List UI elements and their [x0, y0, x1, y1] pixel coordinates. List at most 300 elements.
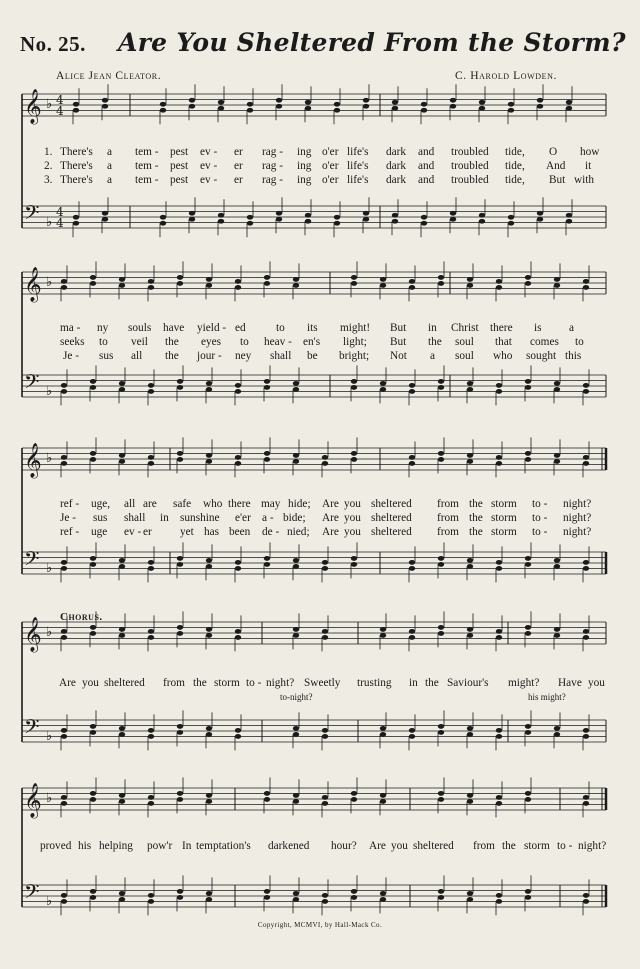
note-head — [206, 799, 212, 804]
note-head — [421, 221, 427, 226]
note-head — [380, 381, 386, 386]
note-head — [264, 379, 270, 384]
chorus-line-2 — [0, 840, 640, 854]
lyric-word: the — [165, 350, 179, 362]
lyric-word: you — [344, 526, 361, 538]
note-head — [496, 801, 502, 806]
note-head — [177, 625, 183, 630]
note-head — [293, 726, 299, 731]
note-head — [177, 889, 183, 894]
note-head — [438, 379, 444, 384]
note-head — [409, 383, 415, 388]
lyric-word: tide, — [505, 160, 525, 172]
note-head — [61, 728, 67, 733]
note-head — [293, 897, 299, 902]
note-head — [438, 562, 444, 567]
note-head — [235, 455, 241, 460]
lyric-word: from — [163, 677, 185, 689]
note-head — [90, 562, 96, 567]
lyric-word: heav - — [264, 336, 292, 348]
note-head — [496, 899, 502, 904]
lyric-word: hour? — [331, 840, 357, 852]
lyric-word: has — [204, 526, 220, 538]
lyric-word: Have — [558, 677, 582, 689]
note-head — [467, 558, 473, 563]
lyric-word: may — [261, 498, 281, 510]
lyric-word: In — [182, 840, 192, 852]
note-head — [467, 891, 473, 896]
note-head — [206, 459, 212, 464]
lyric-word: trusting — [357, 677, 392, 689]
lyric-word: there — [490, 322, 513, 334]
time-signature: 4 — [56, 93, 64, 107]
lyric-word: life's — [347, 146, 369, 158]
note-head — [583, 560, 589, 565]
chorus-line-1 — [0, 677, 640, 691]
echo-lyric: to-night? — [280, 692, 313, 702]
note-head — [73, 221, 79, 226]
lyric-word: life's — [347, 160, 369, 172]
note-head — [73, 108, 79, 113]
lyric-word: with — [574, 174, 595, 186]
lyric-word: the — [425, 677, 439, 689]
note-head — [450, 104, 456, 109]
lyric-word: shall — [270, 350, 292, 362]
note-head — [496, 455, 502, 460]
lyric-word: in — [160, 512, 169, 524]
lyric-word: Are — [322, 498, 339, 510]
lyric-word: Are — [369, 840, 386, 852]
lyric-word: ref - — [60, 498, 80, 510]
flat-sign: ♭ — [46, 729, 53, 744]
note-head — [218, 106, 224, 111]
note-head — [380, 726, 386, 731]
note-head — [293, 381, 299, 386]
note-head — [264, 889, 270, 894]
note-head — [293, 564, 299, 569]
note-head — [177, 556, 183, 561]
note-head — [467, 453, 473, 458]
note-head — [61, 629, 67, 634]
composer-credit: C. Harold Lowden. — [455, 70, 558, 82]
lyric-word: who — [493, 350, 513, 362]
flat-sign: ♭ — [46, 894, 53, 909]
note-head — [380, 387, 386, 392]
note-head — [148, 285, 154, 290]
lyric-word: 1. — [44, 146, 53, 158]
note-head — [380, 897, 386, 902]
note-head — [206, 381, 212, 386]
lyric-word: darkened — [268, 840, 310, 852]
lyric-word: from — [473, 840, 495, 852]
lyric-word: o'er — [322, 160, 339, 172]
note-head — [409, 566, 415, 571]
lyric-word: There's — [60, 146, 93, 158]
lyric-word: storm — [524, 840, 550, 852]
note-head — [583, 801, 589, 806]
note-head — [235, 734, 241, 739]
note-head — [264, 275, 270, 280]
note-head — [293, 627, 299, 632]
note-head — [496, 795, 502, 800]
note-head — [583, 635, 589, 640]
lyric-word: night? — [578, 840, 607, 852]
lyric-word: ev - — [200, 146, 218, 158]
note-head — [61, 285, 67, 290]
lyric-word: and — [418, 174, 435, 186]
note-head — [177, 724, 183, 729]
note-head — [119, 627, 125, 632]
lyric-word: ev - — [124, 526, 142, 538]
note-head — [525, 385, 531, 390]
lyric-word: that — [495, 336, 512, 348]
note-head — [189, 98, 195, 103]
note-head — [467, 633, 473, 638]
lyric-word: pest — [170, 146, 189, 158]
note-head — [206, 283, 212, 288]
note-head — [73, 102, 79, 107]
note-head — [276, 211, 282, 216]
note-head — [334, 221, 340, 226]
note-head — [409, 734, 415, 739]
note-head — [525, 562, 531, 567]
bass-clef: 𝄢 — [24, 370, 40, 398]
note-head — [479, 100, 485, 105]
lyric-word: proved — [40, 840, 72, 852]
lyric-word: be — [307, 350, 318, 362]
note-head — [583, 728, 589, 733]
note-head — [119, 453, 125, 458]
note-head — [380, 283, 386, 288]
note-head — [293, 799, 299, 804]
note-head — [334, 108, 340, 113]
note-head — [218, 213, 224, 218]
note-head — [508, 108, 514, 113]
note-head — [148, 560, 154, 565]
note-head — [235, 461, 241, 466]
note-head — [351, 797, 357, 802]
lyric-word: seeks — [60, 336, 85, 348]
note-head — [148, 279, 154, 284]
note-head — [189, 104, 195, 109]
note-head — [61, 461, 67, 466]
lyric-word: There's — [60, 174, 93, 186]
lyric-word: comes — [530, 336, 559, 348]
note-head — [119, 283, 125, 288]
note-head — [119, 799, 125, 804]
note-head — [160, 108, 166, 113]
note-head — [496, 734, 502, 739]
lyric-word: tem - — [135, 174, 159, 186]
note-head — [235, 389, 241, 394]
note-head — [334, 102, 340, 107]
note-head — [525, 457, 531, 462]
note-head — [293, 891, 299, 896]
lyric-word: sheltered — [371, 498, 412, 510]
note-head — [322, 899, 328, 904]
note-head — [392, 100, 398, 105]
note-head — [206, 564, 212, 569]
lyric-word: rag - — [262, 160, 284, 172]
note-head — [496, 279, 502, 284]
note-head — [90, 451, 96, 456]
note-head — [90, 385, 96, 390]
note-head — [90, 631, 96, 636]
note-head — [380, 277, 386, 282]
note-head — [322, 635, 328, 640]
note-head — [177, 379, 183, 384]
note-head — [73, 215, 79, 220]
lyric-word: in — [409, 677, 418, 689]
note-head — [322, 455, 328, 460]
note-head — [479, 219, 485, 224]
note-head — [61, 795, 67, 800]
lyric-word: sus — [93, 512, 108, 524]
lyric-word: night? — [266, 677, 295, 689]
lyric-word: are — [143, 498, 157, 510]
note-head — [363, 104, 369, 109]
note-head — [554, 558, 560, 563]
note-head — [119, 387, 125, 392]
note-head — [351, 889, 357, 894]
lyric-word: troubled — [451, 174, 489, 186]
lyric-word: to — [575, 336, 584, 348]
note-head — [218, 219, 224, 224]
note-head — [467, 627, 473, 632]
note-head — [479, 106, 485, 111]
lyric-word: in — [428, 322, 437, 334]
lyric-word: temptation's — [196, 840, 251, 852]
lyric-word: ev - — [200, 160, 218, 172]
note-head — [467, 897, 473, 902]
note-head — [583, 734, 589, 739]
note-head — [264, 457, 270, 462]
note-head — [525, 631, 531, 636]
verse-2-line-2 — [0, 336, 640, 350]
note-head — [525, 895, 531, 900]
note-head — [119, 726, 125, 731]
note-head — [409, 285, 415, 290]
note-head — [351, 451, 357, 456]
note-head — [438, 556, 444, 561]
note-head — [363, 98, 369, 103]
note-head — [276, 98, 282, 103]
note-head — [496, 635, 502, 640]
note-head — [438, 457, 444, 462]
verse-2-line-1 — [0, 160, 640, 174]
note-head — [264, 791, 270, 796]
lyric-word: his — [78, 840, 92, 852]
note-head — [409, 635, 415, 640]
lyric-word: to — [99, 336, 108, 348]
note-head — [276, 104, 282, 109]
note-head — [467, 277, 473, 282]
lyric-word: a — [107, 160, 113, 172]
lyric-word: veil — [131, 336, 148, 348]
note-head — [119, 732, 125, 737]
note-head — [148, 801, 154, 806]
lyric-word: you — [82, 677, 99, 689]
lyric-word: and — [418, 146, 435, 158]
lyric-word: ing — [297, 160, 312, 172]
note-head — [496, 389, 502, 394]
note-head — [305, 213, 311, 218]
note-head — [566, 213, 572, 218]
note-head — [554, 459, 560, 464]
note-head — [537, 217, 543, 222]
note-head — [583, 899, 589, 904]
lyric-word: a - — [262, 512, 274, 524]
flat-sign: ♭ — [46, 791, 53, 806]
flat-sign: ♭ — [46, 451, 53, 466]
note-head — [247, 221, 253, 226]
flat-sign: ♭ — [46, 215, 53, 230]
note-head — [583, 279, 589, 284]
note-head — [450, 211, 456, 216]
flat-sign: ♭ — [46, 625, 53, 640]
lyric-word: troubled — [451, 146, 489, 158]
lyric-word: there — [228, 498, 251, 510]
note-head — [61, 899, 67, 904]
note-head — [61, 734, 67, 739]
note-head — [554, 381, 560, 386]
time-signature: 4 — [56, 104, 64, 118]
lyric-word: all — [131, 350, 143, 362]
chorus-label: Chorus. — [60, 611, 103, 623]
lyric-word: the — [165, 336, 179, 348]
note-head — [351, 275, 357, 280]
note-head — [293, 453, 299, 458]
note-head — [450, 98, 456, 103]
note-head — [525, 275, 531, 280]
note-head — [438, 895, 444, 900]
lyric-word: Are — [322, 512, 339, 524]
note-head — [566, 100, 572, 105]
note-head — [119, 564, 125, 569]
note-head — [90, 791, 96, 796]
lyric-word: safe — [173, 498, 192, 510]
lyric-word: from — [437, 498, 459, 510]
lyric-word: from — [437, 526, 459, 538]
lyric-word: tide, — [505, 146, 525, 158]
note-head — [496, 893, 502, 898]
note-head — [409, 461, 415, 466]
note-head — [583, 795, 589, 800]
lyric-word: ney — [235, 350, 252, 362]
note-head — [61, 560, 67, 565]
lyric-word: dark — [386, 160, 407, 172]
note-head — [119, 891, 125, 896]
note-head — [61, 893, 67, 898]
note-head — [189, 211, 195, 216]
note-head — [177, 730, 183, 735]
note-head — [496, 728, 502, 733]
lyric-word: it — [585, 160, 592, 172]
lyric-word: you — [344, 498, 361, 510]
note-head — [177, 275, 183, 280]
verse-3-line-3 — [0, 526, 640, 540]
lyric-word: storm — [214, 677, 240, 689]
note-head — [409, 279, 415, 284]
lyric-word: the — [428, 336, 442, 348]
lyric-word: Not — [390, 350, 407, 362]
lyric-word: rag - — [262, 174, 284, 186]
note-head — [496, 285, 502, 290]
note-head — [264, 797, 270, 802]
note-head — [160, 221, 166, 226]
note-head — [525, 379, 531, 384]
copyright-notice: Copyright, MCMVI, by Hall-Mack Co. — [257, 921, 383, 929]
note-head — [322, 461, 328, 466]
note-head — [380, 633, 386, 638]
note-head — [525, 724, 531, 729]
note-head — [119, 633, 125, 638]
note-head — [61, 389, 67, 394]
note-head — [554, 726, 560, 731]
lyric-word: might? — [508, 677, 540, 689]
lyric-word: bide; — [283, 512, 306, 524]
note-head — [206, 732, 212, 737]
note-head — [264, 281, 270, 286]
lyric-word: ing — [297, 174, 312, 186]
lyric-word: sunshine — [180, 512, 220, 524]
lyric-word: yield - — [197, 322, 227, 334]
lyric-word: storm — [491, 498, 517, 510]
note-head — [148, 899, 154, 904]
note-head — [525, 730, 531, 735]
note-head — [119, 459, 125, 464]
note-head — [247, 215, 253, 220]
note-head — [235, 635, 241, 640]
lyric-word: to - — [532, 526, 548, 538]
lyric-word: 3. — [44, 174, 53, 186]
note-head — [496, 383, 502, 388]
lyric-word: to — [240, 336, 249, 348]
lyric-word: is — [534, 322, 542, 334]
note-head — [293, 277, 299, 282]
lyric-word: to — [276, 322, 285, 334]
note-head — [351, 457, 357, 462]
note-head — [293, 793, 299, 798]
bass-clef: 𝄢 — [24, 715, 40, 743]
note-head — [90, 895, 96, 900]
note-head — [525, 451, 531, 456]
lyric-word: been — [229, 526, 251, 538]
note-head — [305, 100, 311, 105]
note-head — [380, 627, 386, 632]
lyric-word: 2. — [44, 160, 53, 172]
verse-1-line-2 — [0, 322, 640, 336]
note-head — [90, 625, 96, 630]
note-head — [583, 893, 589, 898]
note-head — [177, 791, 183, 796]
note-head — [148, 734, 154, 739]
lyric-word: might! — [340, 322, 371, 334]
lyric-word: night? — [563, 498, 592, 510]
note-head — [380, 732, 386, 737]
lyric-word: have — [163, 322, 185, 334]
note-head — [438, 797, 444, 802]
note-head — [148, 629, 154, 634]
note-head — [119, 793, 125, 798]
note-head — [90, 275, 96, 280]
note-head — [438, 625, 444, 630]
note-head — [438, 791, 444, 796]
note-head — [438, 451, 444, 456]
note-head — [293, 387, 299, 392]
lyric-word: pest — [170, 160, 189, 172]
lyric-word: ref - — [60, 526, 80, 538]
